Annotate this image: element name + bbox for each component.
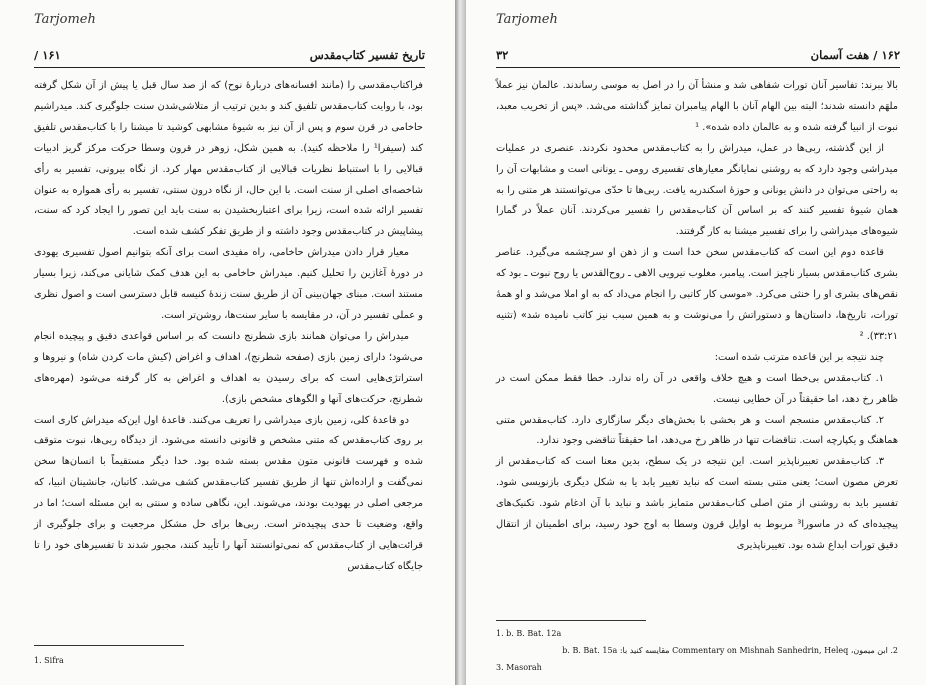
publisher-emblem: Tarjomeh xyxy=(34,12,96,27)
header-title: تاریخ تفسیر کتاب‌مقدس xyxy=(309,48,425,62)
list-item: ۱. کتاب‌مقدس بی‌خطا است و هیچ خلاف واقعی در آن راه ندارد. خطا فقط ممکن است در ظاهر رخ دهد، اما حقیقتاً در آن خطایی نیست. xyxy=(496,372,898,405)
publisher-emblem: Tarjomeh xyxy=(496,12,558,27)
paragraph: فراکتاب‌مقدسی را (مانند افسانه‌های دربارهٔ نوح) که از صد سال قبل یا پیش از آن شکل گرفته بود، با روایت کتاب‌مقدس تلفیق کند و بدین ترتیب از متلاشی‌شدن سنت جلوگیری کند. میدراشیم حاخامی در قرن سوم و پس از آن نیز به شیوهٔ مشابهی کوشید تا میشنا را با کتاب‌مقدس تلفیق کند (سیفرا¹ را ملاحظه کنید). به همین شکل، زوهر در قرون وسطا حرکت مرکز گریز ادبیات قبالایی را با استنباط نظریات قبالایی از کتاب‌مقدس مهار کرد. از نگاه بیرونی، تفسیر به رأی شاخصه‌ای اصلی از سنت است. با این حال، از نگاه درون سنتی، تفسیر به رأی همواره به عنوان تفسیر ارائه شده است، زیرا برای اعتباربخشیدن به سنت باید این تصور را ایجاد کرد که سنت، پیشاپیش در کتاب‌مقدس وجود داشته و از طریق تفکر کشف شده است. xyxy=(34,80,423,238)
running-header xyxy=(496,48,900,66)
paragraph: چند نتیجه بر این قاعده مترتب شده است: xyxy=(714,351,884,363)
footnote: 1. b. B. Bat. 12a xyxy=(496,629,562,638)
footnote: 2. ابن میمون، Commentary on Mishnah Sanhedrin, Heleq مقایسه کنید با: b. B. Bat. 15a xyxy=(562,646,898,655)
footnote-rule xyxy=(34,645,184,646)
footnote: 3. Masorah xyxy=(496,663,542,672)
footnote-rule xyxy=(496,620,646,621)
issue-number: ۳۲ xyxy=(496,48,509,62)
right-page xyxy=(466,0,926,685)
list-item: ۲. کتاب‌مقدس منسجم است و هر بخشی با بخش‌های دیگر سازگاری دارد. کتاب‌مقدس متنی هماهنگ و یکپارچه است. تناقضات تنها در ظاهر رخ می‌دهد، اما حقیقتاً تناقضی وجود ندارد. xyxy=(496,414,898,447)
paragraph: معیار قرار دادن میدراش حاخامی، راه مفیدی است برای آنکه بتوانیم اصول تفسیری یهودی در دورهٔ آغازین را تحلیل کنیم. میدراش حاخامی به این هدف کمک شایانی می‌کند، زیرا بسیار مستند است. مبنای جهان‌بینی آن از طریق سنت زندهٔ کنیسه قابل دسترسی است و اصول نظری و عملی تفسیر در آن، در مقایسه با سایر سنت‌ها، روشن‌تر است. xyxy=(34,247,423,321)
book-gutter xyxy=(455,0,466,685)
list-item: ۳. کتاب‌مقدس تعبیرناپذیر است. این نتیجه در یک سطح، بدین معنا است که کتاب‌مقدس از تعرض مصون است؛ یعنی متنی بسته است که نباید تغییر یابد یا به شکل دیگری بازنویسی شود. تفسیر باید به روشنی از متن اصلی کتاب‌مقدس متمایز باشد و نباید با آن ادغام شود. تکنیک‌های پیچیده‌ای که در ماسورا³ مربوط به اوایل قرون وسطا به اوج خود رسید، برای اطمینان از انتقال دقیق تورات ابداع شده بود. تغییرناپذیری xyxy=(496,456,898,551)
body-text xyxy=(496,76,898,557)
header-rule xyxy=(34,67,425,68)
footnote: 1. Sifra xyxy=(34,656,64,665)
paragraph: دو قاعدهٔ کلی، زمین بازی میدراشی را تعریف می‌کنند. قاعدهٔ اول این‌که میدراش کاری است بر روی کتاب‌مقدس که متنی مشخص و قانونی دانسته می‌شود. از دیدگاه ربی‌ها، نبوت متوقف شده و فهرست قانونی متون مقدس بسته شده بود. خدا دیگر مستقیماً با انسان‌ها سخن نمی‌گفت و اراده‌اش تنها از طریق تفسیر کتاب‌مقدس کشف می‌شد. کاتبان، جانشینان انبیا، که مرجعی اصلی در یهودیت بودند، می‌شوند. این، نگاهی ساده و سنتی به این مسئله است؛ اما در واقع، وضعیت تا حدی پیچیده‌تر است. ربی‌ها برای حل مشکل مرجعیت و برای جلوگیری از قرائت‌هایی از کتاب‌مقدس که نمی‌توانستند آنها را تأیید کنند، مجبور شدند تا تفسیرهای خود را تا جایگاه کتاب‌مقدس xyxy=(34,414,423,572)
paragraph: بالا ببرند: تفاسیر آنان تورات شفاهی شد و منشأ آن را در اصل به موسی رساندند. عالمان نیز عملاً ملهَم دانسته شدند؛ البته بین الهام آنان با الهام پیامبران تمایز گذاشته می‌شد. «پس از تخریب معبد، نبوت از انبیا گرفته شده و به عالمان داده شده». ¹ xyxy=(496,80,898,133)
left-page xyxy=(0,0,455,685)
page-number: / ۱۶۱ xyxy=(34,48,61,62)
header-rule xyxy=(496,67,900,68)
paragraph: قاعده دوم این است که کتاب‌مقدس سخن خدا است و از ذهن او سرچشمه می‌گیرد. عناصر بشری کتاب‌مقدس بسیار ناچیز است. پیامبر، مغلوب نیرویی الاهی ـ روح‌القدس یا روح نبوت ـ بود که نقص‌های بشری او را خنثی می‌کرد. «موسی کار کاتبی را انجام می‌داد که به او املا می‌شد و او همهٔ تورات، تاریخ‌ها، داستان‌ها و دستوراتش را می‌نوشت و به همین سبب نیز کاتب نامیده شد» (تثنیه ۳۳:۲۱). ² xyxy=(496,247,898,342)
header-title: ۱۶۲ / هفت آسمان xyxy=(810,48,900,62)
paragraph: از این گذشته، ربی‌ها در عمل، میدراش را به کتاب‌مقدس محدود نکردند. عنصری در عملیات میدراشی وجود دارد که به روشنی نمایانگر معیارهای تفسیری رومی ـ یونانی است و مشابهات آن را به راحتی می‌توان در دانش یونانی و حوزهٔ اسکندریه یافت. ربی‌ها تا حدّی می‌توانستند هر متنی را به همان شیوهٔ تفسیر کنند که بر اساس آن کتاب‌مقدس را تفسیر می‌کردند. آنان عملاً در گمارا شیوه‌های میدراشی را برای تفسیر میشنا به کار گرفتند. xyxy=(496,142,898,238)
running-header xyxy=(34,48,425,66)
body-text xyxy=(34,76,423,578)
paragraph: میدراش را می‌توان همانند بازی شطرنج دانست که بر اساس قواعدی دقیق و پیچیده انجام می‌شود؛ دارای زمین بازی (صفحه شطرنج)، اهداف و اغراض (کیش مات کردن شاه) و نیروها و استراتژی‌هایی است که برای رسیدن به اهداف و اغراض به کار گرفته می‌شود (مهره‌های شطرنج، حرکت‌های آنها و الگوهای مشخص بازی). xyxy=(34,330,423,405)
